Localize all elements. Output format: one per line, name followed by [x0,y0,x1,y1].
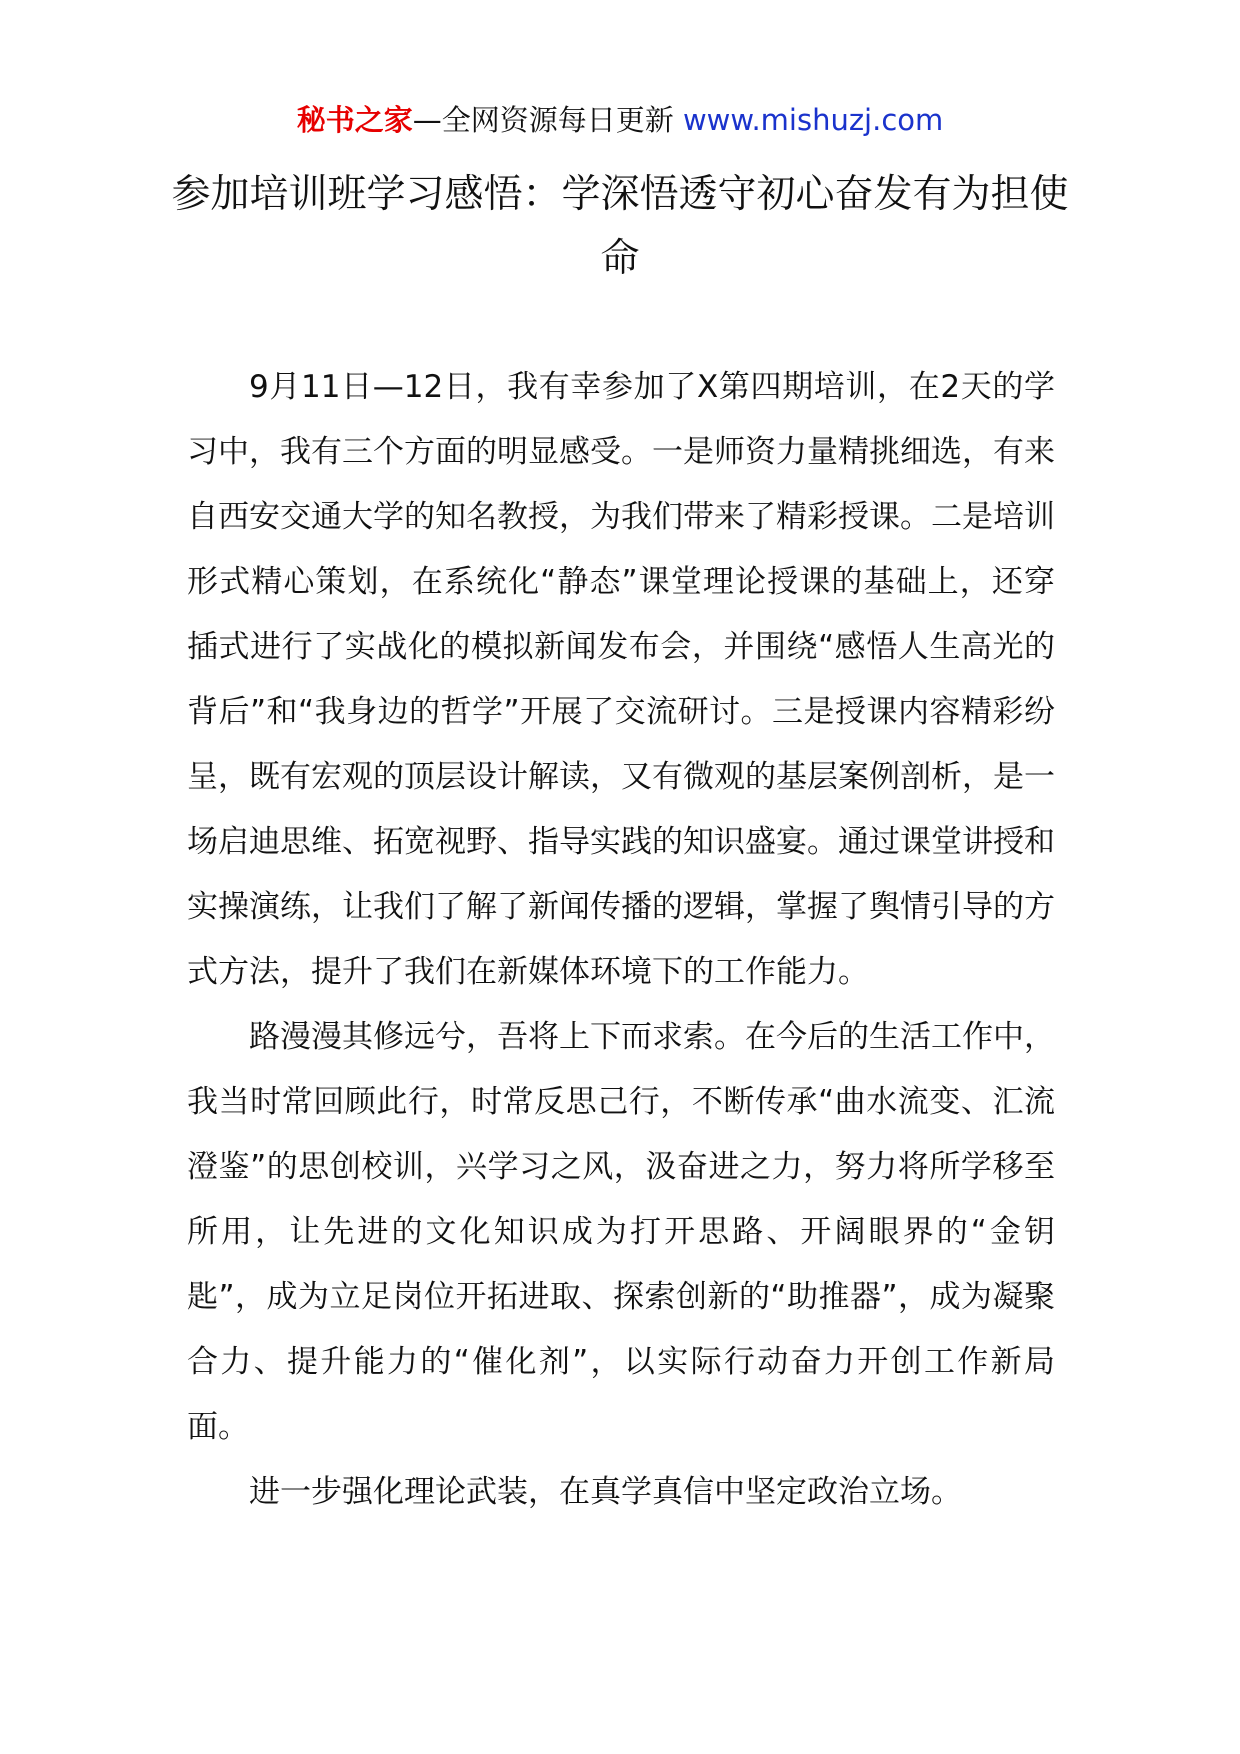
header-tagline: —全网资源每日更新 [412,103,674,137]
paragraph-2: 路漫漫其修远兮，吾将上下而求索。在今后的生活工作中，我当时常回顾此行，时常反思己行，不断传承“曲水流变、汇流澄鉴”的思创校训，兴学习之风，汲奋进之力，努力将所学移至所用，让先进的文化知识成为打开思路、开阔眼界的“金钥匙”，成为立足岗位开拓进取、探索创新的“助推器”，成为凝聚合力、提升能力的“催化剂”，以实际行动奋力开创工作新局面。 [187,1019,1055,1445]
document-title: 参加培训班学习感悟：学深悟透守初心奋发有为担使命 [171,172,1069,281]
paragraph-1: 9月11日—12日，我有幸参加了X第四期培训，在2天的学习中，我有三个方面的明显感受。一是师资力量精挑细选，有来自西安交通大学的知名教授，为我们带来了精彩授课。二是培训形式精心策划，在系统化“静态”课堂理论授课的基础上，还穿插式进行了实战化的模拟新闻发布会，并围绕“感悟人生高光的背后”和“我身边的哲学”开展了交流研讨。三是授课内容精彩纷呈，既有宏观的顶层设计解读，又有微观的基层案例剖析，是一场启迪思维、拓宽视野、指导实践的知识盛宴。通过课堂讲授和实操演练，让我们了解了新闻传播的逻辑，掌握了舆情引导的方式方法，提升了我们在新媒体环境下的工作能力。 [187,369,1055,990]
paragraph-3: 进一步强化理论武装，在真学真信中坚定政治立场。 [249,1474,962,1510]
brand-name: 秘书之家 [296,103,413,137]
site-header [0,100,1240,140]
document-body [187,355,1055,1525]
site-link[interactable]: www.mishuzj.com [682,103,944,137]
